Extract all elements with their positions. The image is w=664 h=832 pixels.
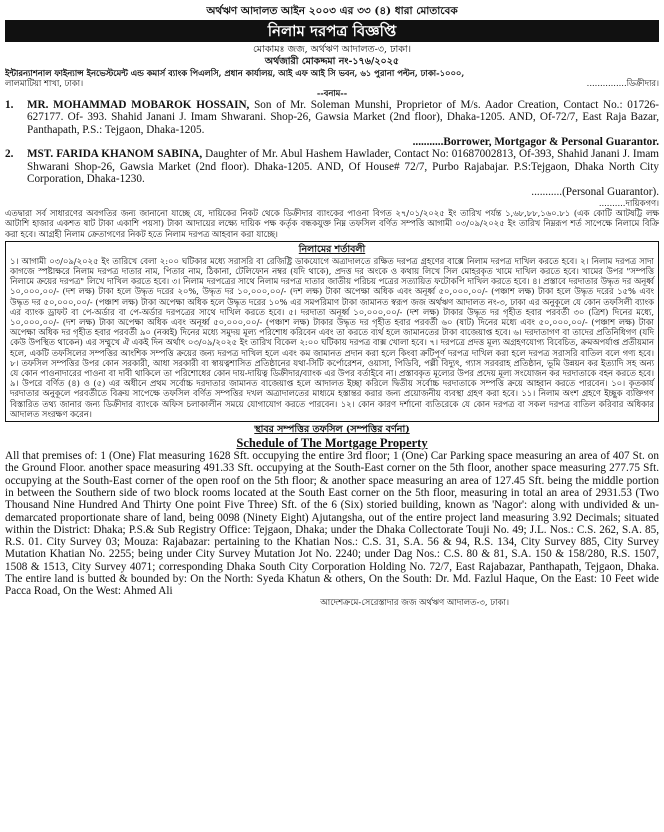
court-name: মোকামঃ জজ, অর্থঋণ আদালত-৩, ঢাকা। bbox=[252, 44, 412, 55]
auction-notice bbox=[5, 4, 659, 824]
versus-label: --বনাম-- bbox=[316, 88, 348, 99]
schedule-title-bn: স্থাবর সম্পত্তির তফসিল (সম্পত্তির বর্ণনা) bbox=[254, 424, 410, 436]
defendant-name: MST. FARIDA KHANOM SABINA, bbox=[27, 148, 203, 161]
case-number: অর্থজারী মোকদ্দমা নং-১৭৬/২০২৫ bbox=[264, 56, 400, 67]
conditions-title: নিলামের শর্তাবলী bbox=[298, 243, 366, 255]
conditions-text: ১। আগামী ০৩/০৯/২০২৫ ইং তারিখে বেলা ২:০০ ঘটিকার মধ্যে সরাসরি বা রেজিষ্ট্রি ডাকযোগে অত্রাদালতে রক্ষিত দরপত্র গ্রহণের বাক্সে নিলাম দরপত্র দাখিল করতে হবে। ২। নিলাম দরপত্র সাদা কাগজে স্পষ্টাক্ষরে নিলাম দরপত্র দাতার নাম, পিতার নাম, ঠিকানা, টেলিফোন নম্বর (যদি থাকে), প্রদত্ত দর অংকে ও কথায় লিখে সিল মোহরকৃত খামে দাখিল করতে হবে। খামের উপর "সম্পত্তি নিলামে ক্রয়ের দরপত্র" লিখে দাখিল করতে হবে। ৩। নিলাম দরপত্রের সাথে নিলাম দরপত্র দাতার জাতীয় পরিচয় পত্রের সত্যায়িত ফটোকপি দাখিল করতে হবে। ৪। প্রস্তাবে দরদাতার উদ্ধৃত দর অনূর্ধ্ব ১০,০০০,০০/- (দশ লক্ষ) টাকা হলে উদ্ধৃত দরের ২০%, উদ্ধৃত দর ১০,০০০,০০/- (দশ লক্ষ) টাকা অপেক্ষা অধিক এবং অনূর্ধ্ব ৫০,০০০,০০/- (পঞ্চাশ লক্ষ) টাকা হলে উদ্ধৃত দরের ১৫% এবং উদ্ধৃত দর ৫০,০০০,০০/- (পঞ্চাশ লক্ষ) টাকা অপেক্ষা অধিক হলে উদ্ধৃত দরের ১০% এর সমপরিমাণ টাকা জামানত স্বরূপ জজ অর্থঋণ আদালত নং-৩, ঢাকা এর অনুকূলে যে কোন তফসিলী ব্যাংক এর ব্যাংক ড্রাফট বা পে-অর্ডার বা পে-অর্ডার দরপত্রের সাথে দাখিল করতে হবে। ৫। দরদাতা অনূর্ধ্ব ১০,০০০,০০/- (দশ লক্ষ) টাকার উদ্ধৃত দর গৃহীত হবার পরবর্তী ৩০ (ত্রিশ) দিনের মধ্যে, ১০,০০০,০০/- (দশ লক্ষ) টাকা অপেক্ষা অধিক এবং অনূর্ধ্ব ৫০,০০০,০০/- (পঞ্চাশ লক্ষ) টাকার উদ্ধৃত দর গৃহীত হবার পরবর্তী ৬০ (ষাট) দিনের মধ্যে এবং ৫০,০০০,০০/- (পঞ্চাশ লক্ষ) টাকা অপেক্ষা অধিক দর গৃহীত হবার পরবর্তী ৯০ (নব্বই) দিনের মধ্যে সমুদয় মূল্য পরিশোধ করিবেন এবং তা করতে ব্যর্থ হলে জামানতের টাকা বাজেয়াপ্ত হবে। ৬। দরদাতাগণ বা তাদের প্রতিনিধিগণ (যদি কেউ উপস্থিত থাকেন) এর সম্মুখে ঐ একই দিন অর্থাৎ ০৩/০৯/২০২৫ ইং তারিখ বিকেল ২:০০ ঘটিকায় দরপত্র বাক্স খোলা হবে। ৭। দরপত্রে প্রদত্ত মূল্য অগ্রহণযোগ্য বিবেচিত, ক্রমঅপর্যাপ্ত প্রতীয়মান হলে, একটি তফসিলের সম্পত্তির আংশিক সম্পত্তি ক্রয়ের জন্য দরপত্র দাখিল হলে এবং কম জামানত প্রদান করা হলে কিংবা ক্রটিপূর্ণ দরপত্র দাখিল করা হলে দরপত্র সরাসরি বাতিল বলে গণ্য হবে। ৮। তফসিল সম্পত্তির উপর কোন সরকারী, আধা সরকারী বা স্বায়ত্বশাসিত প্রতিষ্ঠানের যথা-সিটি কর্পোরেশন, ওয়াসা, পিডিবি, পল্লী বিদ্যুৎ, গ্যাস সরবরাহ প্রতিষ্ঠান, ভূমি উন্নয়ন কর ইত্যাদি সহ অন্য যে কোন পাওনাদারের পাওনা বা দাবী থাকিলে তা পরিশোধের কোন দায়-দায়িত্ব ডিক্রীদার/ব্যাংক এর উপর বর্তাইবে না। প্রস্তাবকৃত মূল্যের উপর প্রদেয় মূল্য সংযোজন কর দরদাতাকে বহন করতে হবে। ৯। উপরে বর্ণিত (৪) ও (৫) এর অধীনে প্রথম সর্বোচ্চ দরদাতার জামানত বাজেয়াপ্ত হলে আদালত ইচ্ছা করিলে দ্বিতীয় সর্বোচ্চ দরদাতাকে সম্পত্তি ক্রয়ে আহ্বান করতে পারবেন। ১০। কৃতকার্য দরদাতার অনুকূলে পরবর্তীতে বিক্রয় সাপেক্ষে তফসিল বর্ণিত সম্পত্তির দখল অত্রাদালতের মাধ্যমে হস্তান্তর করার জন্য প্রয়োজনীয় ব্যবস্থা গ্রহণ করা হবে। ১১। নিলাম অংশ গ্রহণে ইচ্ছুক ব্যক্তিগণ বিস্তারিত তথ্য জানার জন্য ডিক্রীদার ব্যাংকে অফিস চলাকালীন সময়ে যোগাযোগ করতে পারবেন। ১২। কোন কারণ দর্শানো ব্যতিরেকে যে কোন দরপত্র বা সকল দরপত্র বাতিল করিবার অধিকার আদালত সংরক্ষণ করেন। bbox=[10, 255, 654, 419]
schedule-text: All that premises of: 1 (One) Flat measuring 1628 Sft. occupying the entire 3rd floor; 1 (One) Car Parking space measuring an area of 407 St. on the Ground Floor. another space measuring 491.33 Sft. occupying at the South-East corner on the 5th floor, another space measuring 277.75 Sft. occupying at the South-East corner of the open roof on the 5th floor; & another space measuring an area of 127.45 Sft. being the middle portion in between the Southern side of two block rooms located at the South East corner on the 5th floor, measuring in total an area of 2931.53 (Two Thousand Nine Hundred And Thirty One point Five Three) Sft. of the 6 (Six) storied building, known as 'Nagor': along with undivided & un-demarcated proportionate share of land, being 0098 (Ninety Eight) Ajutangsha, out of the entire project land measuring 3.92 Decimals; situated within the District: Dhaka; P.S.& Sub Registry Office: Tejgaon, Dhaka; under the Dhaka Collectorate Touji No. 49; J.L. Nos.: C.S. 262, S.A. 85, R.S. 01. City Survey 03; Mouza: Rajabazar: pertaining to the Khatian Nos.: C.S. 31, S.A. 56 & 94, R.S. 134, City Survey 885, City Survey Mutation Khatian No. 2255; being under City Survey Mutation Jot No. 2240; under Dag Nos.: C.S. 80 & 81, S.A. 150 & 158/280, R.S. 1507, 1508 & 1513, City Survey 4071; corresponding Dhaka South City Corporation Holding No. 72/7, East Rajabazar, Panthapath, Tejgaon, Dhaka. The entire land is butted & bounded by: On the North: Syeda Khatun & others, On the South: Dr. Md. Fazlul Haque, On the East: 10 Feet wide Pacca Road, On the West: Ahmed Ali bbox=[5, 450, 659, 598]
defendant-role: ...........Borrower, Mortgagor & Personal Guarantor. bbox=[412, 135, 659, 148]
notice-title: নিলাম দরপত্র বিজ্ঞপ্তি bbox=[5, 20, 659, 42]
plaintiff-block bbox=[5, 68, 659, 88]
defendant-number: 1. bbox=[5, 98, 14, 111]
defendant-number: 2. bbox=[5, 148, 14, 161]
defendant-details: Son of Mr. Soleman Munshi, Proprietor of M/s. Aador Creation, Contact No.: 01726-627177. Of- 393. Shahid Janani J. Imam Shwarani. Shop-26, Gawsia Market (2nd floor), Dhaka-1205. AND, Of-72/7, East Raja Bazar, Panthapath, P.S.: Tejgaon, Dhaka-1205. bbox=[27, 98, 659, 136]
plaintiff-name: ইন্টারন্যাশনাল ফাইন্যান্স ইনভেস্টমেন্ট এন্ড কমার্স ব্যাংক পিএলসি, প্রধান কার্যালয়, আই এফ আই সি ভবন, ৬১ পুরানা পল্টন, ঢাকা-১০০০, bbox=[5, 68, 465, 78]
plaintiff-role: ...............ডিক্রীদার। bbox=[586, 78, 659, 89]
schedule-title-en: Schedule of The Mortgage Property bbox=[236, 436, 428, 451]
defendant-1 bbox=[5, 99, 659, 149]
signature-block bbox=[5, 598, 659, 609]
debtor-role: ..........দায়িকগণ। bbox=[598, 197, 659, 208]
defendant-2 bbox=[5, 148, 659, 198]
intro-paragraph: এতদ্বারা সর্ব সাধারণের অবগতির জন্য জানানো যাচ্ছে যে, দায়িকের নিকট থেকে ডিক্রীদার ব্যাংকের পাওনা বিগত ২৭/০১/২০২৫ ইং তারিখ পর্যন্ত ১,৬৮,৮৮,১৬০.৮১ (এক কোটি আটষট্টি লক্ষ আটাশি হাজার একশত ষাট টাকা একাশি পয়সা) টাকা আদায়ের লক্ষ্যে দায়িক পক্ষ কর্তৃক বন্ধকযুক্ত নিম্ন তফসিল বর্ণিত সম্পত্তি আগামী ০৩/০৯/২০২৫ ইং তারিখ নিম্নরূপ শর্ত সাপেক্ষে নিলামে বিক্রি করা হবে। আগ্রহী নিলাম ক্রেতাগণের নিকট হতে নিলাম দরপত্র আহবান করা যাচ্ছে। bbox=[5, 208, 659, 239]
defendant-details: Daughter of Mr. Abul Hashem Hawlader, Contact No: 01687002813, Of-393, Shahid Janani J. Imam Shwarani Shop-26, Gawsia Market (2nd floor). Dhaka-1205. AND, Of House# 72/7, Purbo Rajabajar. P.S:Tejgaon, Dhaka North City Corporation, Dhaka-1230. bbox=[27, 148, 659, 186]
defendant-name: MR. MOHAMMAD MOBAROK HOSSAIN, bbox=[27, 98, 250, 111]
signature-line-1: আদেশক্রমে-সেরেস্তাদার bbox=[320, 597, 399, 608]
conditions-box bbox=[5, 241, 659, 422]
signature-line-2: জজ অর্থঋণ আদালত-৩, ঢাকা। bbox=[401, 597, 509, 608]
plaintiff-branch: লালমাটিয়া শাখা, ঢাকা। bbox=[5, 78, 84, 89]
law-reference: অর্থঋণ আদালত আইন ২০০৩ এর ৩৩ (৪) ধারা মোতাবেক bbox=[206, 5, 458, 17]
defendant-role: ...........(Personal Guarantor). bbox=[531, 185, 659, 198]
